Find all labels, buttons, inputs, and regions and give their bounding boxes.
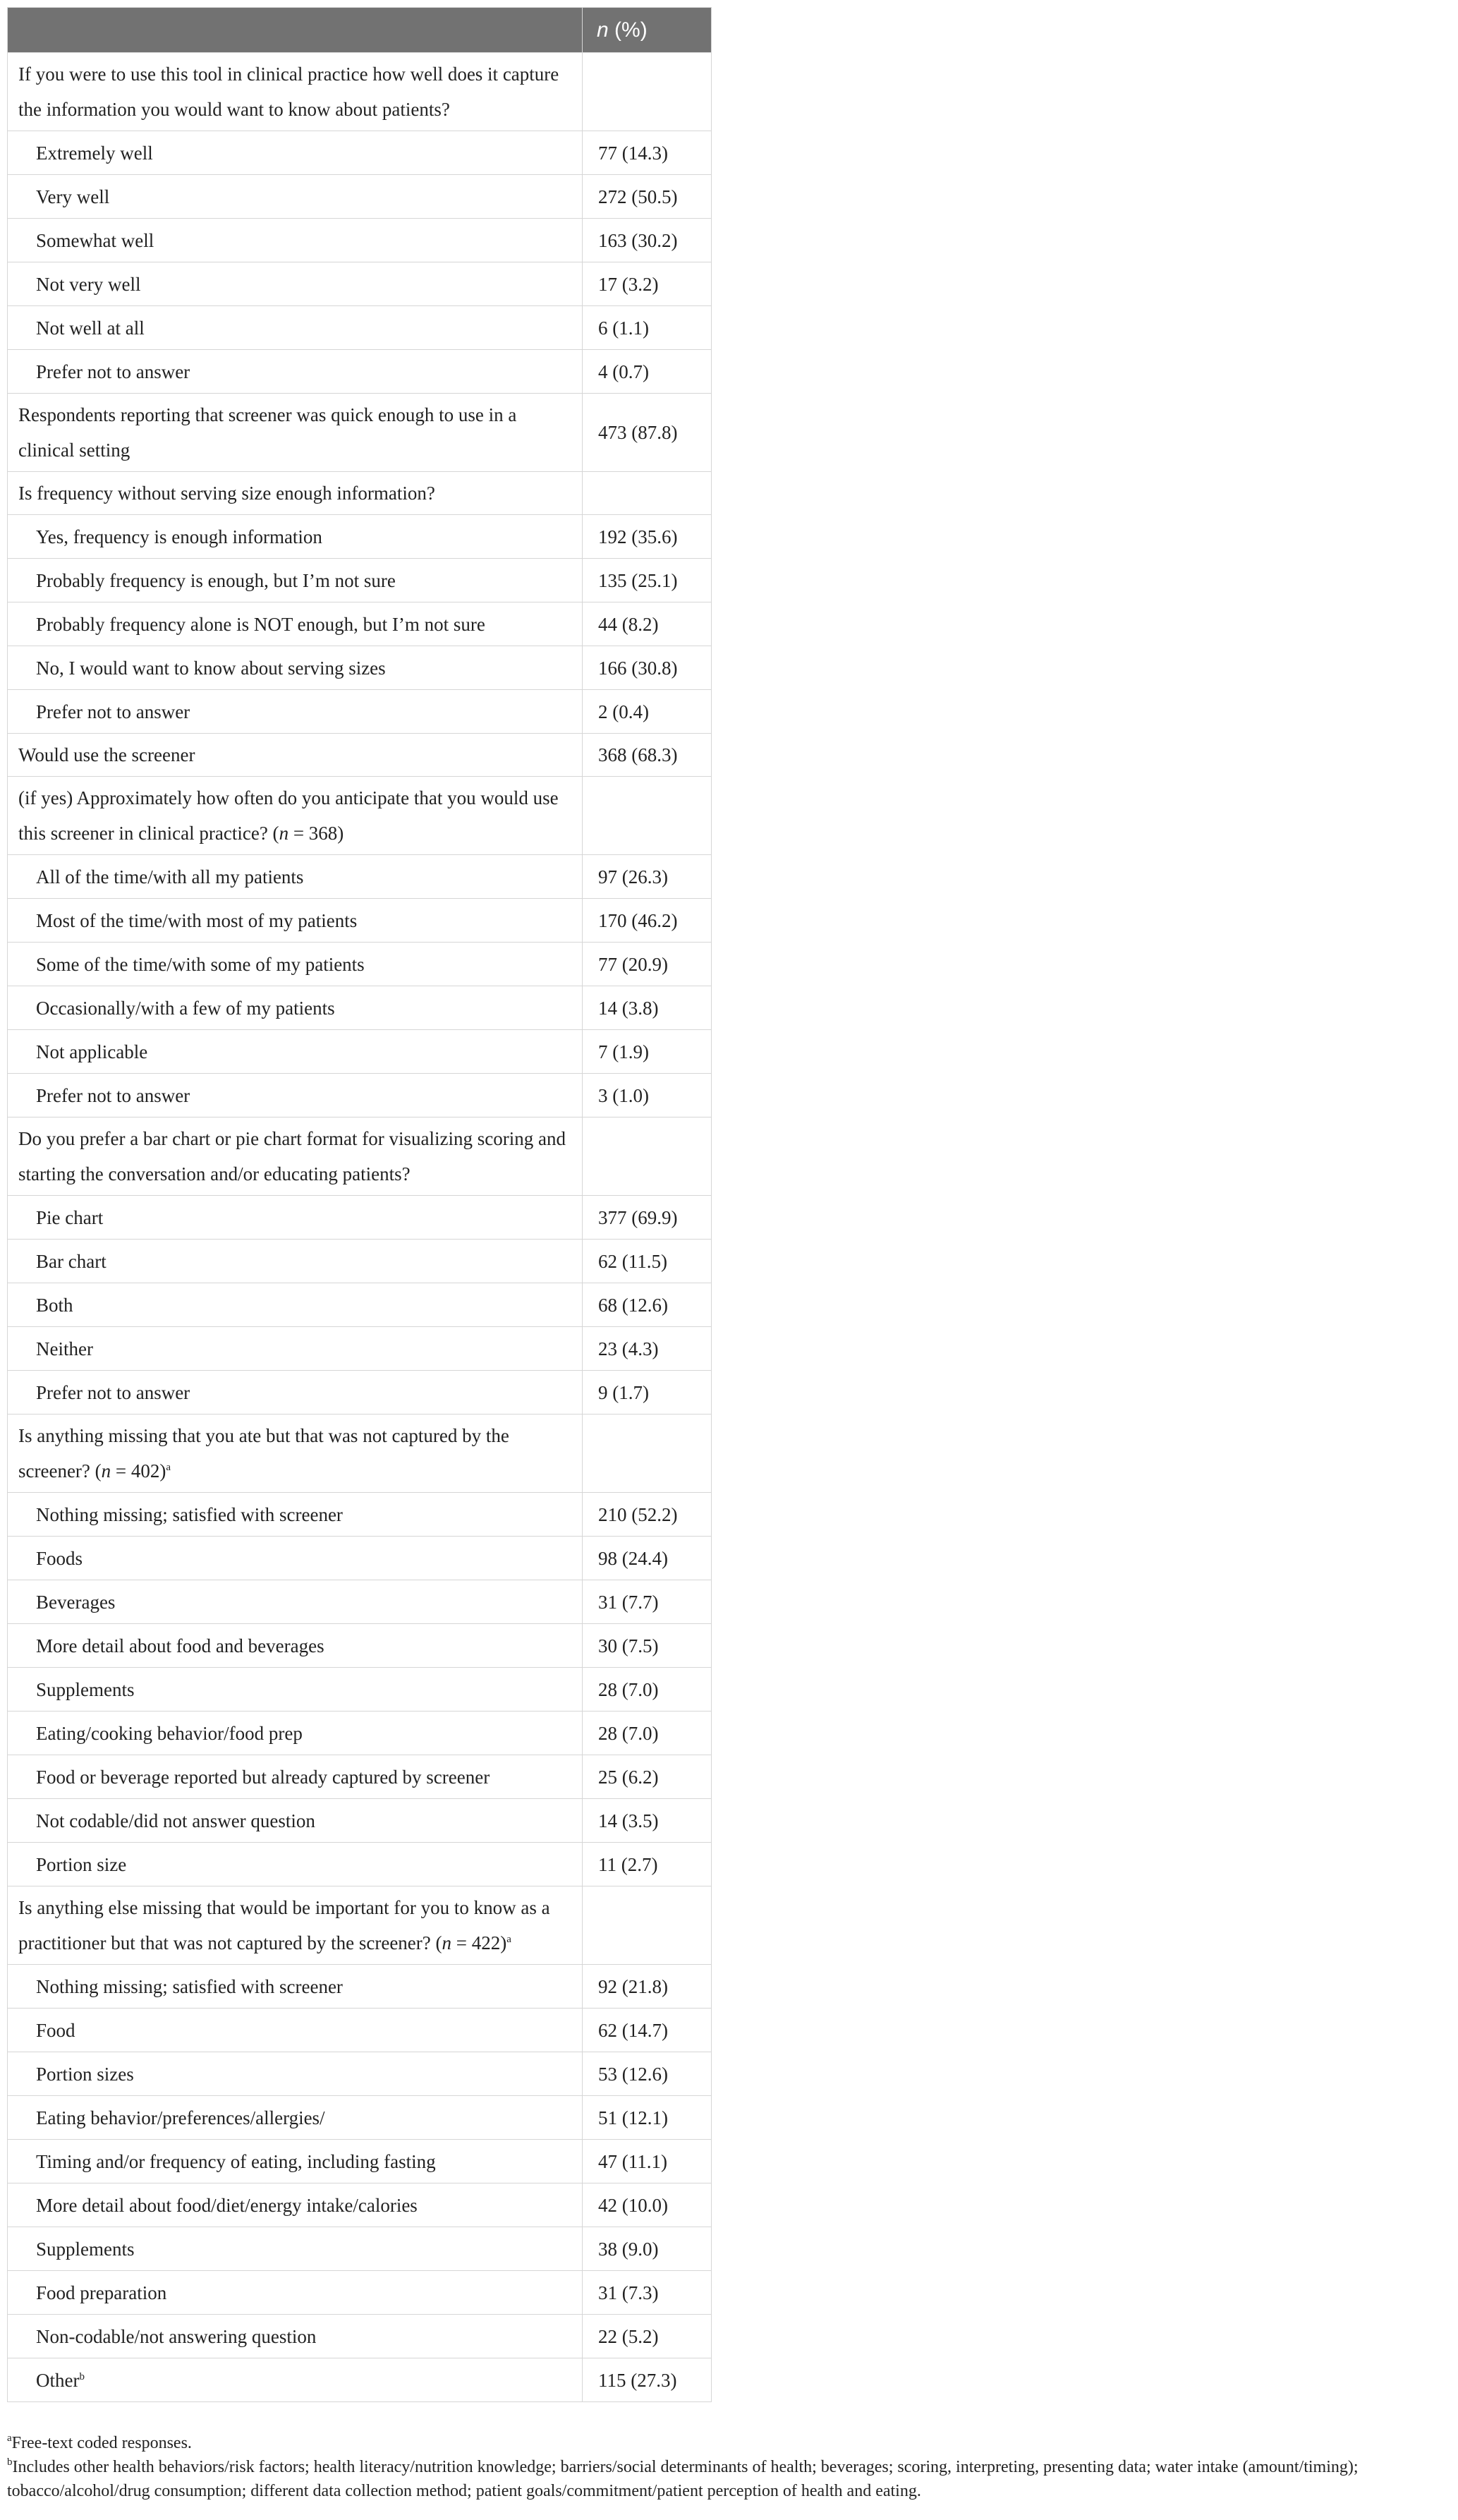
option-label [8, 646, 583, 690]
table-body [8, 53, 712, 2402]
table-row-question [8, 53, 712, 131]
table-row-option [8, 646, 712, 690]
count-percent-value [583, 1415, 712, 1493]
option-label [8, 131, 583, 175]
option-label [8, 306, 583, 350]
table-row-option [8, 1843, 712, 1886]
option-label [8, 2052, 583, 2096]
label-text: Probably frequency alone is NOT enough, but I’m not sure [36, 613, 485, 635]
option-label [8, 350, 583, 394]
label-text: Prefer not to answer [36, 361, 190, 382]
label-text: Eating behavior/preferences/allergies/ [36, 2107, 325, 2128]
count-percent-value: 14 (3.5) [583, 1799, 712, 1843]
table-row-option [8, 2052, 712, 2096]
option-label [8, 515, 583, 559]
count-percent-value: 192 (35.6) [583, 515, 712, 559]
option-label [8, 1074, 583, 1117]
count-percent-value: 473 (87.8) [583, 394, 712, 472]
table-row-option [8, 1668, 712, 1712]
sample-size-value: = 422) [451, 1932, 507, 1953]
sample-size-value: = 368) [288, 823, 344, 844]
sample-size-symbol: n [279, 823, 289, 844]
option-label [8, 1537, 583, 1580]
option-label [8, 2315, 583, 2358]
table-row-option [8, 1327, 712, 1371]
question-label [8, 734, 583, 777]
option-label [8, 899, 583, 943]
count-percent-value: 38 (9.0) [583, 2227, 712, 2271]
table-row-question [8, 472, 712, 515]
footnote-text: Includes other health behaviors/risk factors; health literacy/nutrition knowledge; barriers/social determinants of health; beverages; scoring, interpreting, presenting data; water intake (amount/timing); tobacco/alcohol/drug consumption; different data collection method; patient goals/commitment/patient perception of health and eating. [7, 2458, 1359, 2500]
count-percent-value: 272 (50.5) [583, 175, 712, 219]
option-label [8, 986, 583, 1030]
table-row-option [8, 1712, 712, 1755]
table-row-option [8, 602, 712, 646]
label-text: Not very well [36, 273, 141, 295]
option-label [8, 2271, 583, 2315]
count-percent-value: 170 (46.2) [583, 899, 712, 943]
label-text: Not well at all [36, 317, 145, 339]
table-row-option [8, 1240, 712, 1283]
label-text: Some of the time/with some of my patients [36, 953, 365, 975]
count-percent-value [583, 472, 712, 515]
count-percent-value: 14 (3.8) [583, 986, 712, 1030]
option-label [8, 2009, 583, 2052]
table-row-question [8, 777, 712, 855]
option-label [8, 690, 583, 734]
table-row-option [8, 2358, 712, 2402]
label-text: Somewhat well [36, 229, 154, 251]
count-percent-value: 97 (26.3) [583, 855, 712, 899]
option-label [8, 1240, 583, 1283]
label-text: Other [36, 2369, 80, 2391]
table-row-option [8, 899, 712, 943]
footnote-marker: a [166, 1462, 171, 1473]
label-text: Food or beverage reported but already captured by screener [36, 1766, 490, 1788]
label-text: Food [36, 2019, 75, 2041]
label-text: Both [36, 1294, 73, 1316]
table-row-option [8, 515, 712, 559]
option-label [8, 855, 583, 899]
table-row-option [8, 1283, 712, 1327]
header-item-column [8, 8, 583, 53]
option-label [8, 1580, 583, 1624]
question-label [8, 53, 583, 131]
count-percent-value: 11 (2.7) [583, 1843, 712, 1886]
table-row-option [8, 1493, 712, 1537]
table-row-question [8, 1117, 712, 1196]
table-row-option [8, 2271, 712, 2315]
label-text: Yes, frequency is enough information [36, 526, 322, 547]
option-label [8, 2183, 583, 2227]
table-row-question [8, 394, 712, 472]
option-label [8, 1196, 583, 1240]
label-text: Supplements [36, 2238, 135, 2260]
count-percent-value: 115 (27.3) [583, 2358, 712, 2402]
label-text: No, I would want to know about serving sizes [36, 657, 386, 679]
count-percent-value: 53 (12.6) [583, 2052, 712, 2096]
table-row-option [8, 1755, 712, 1799]
count-percent-value: 210 (52.2) [583, 1493, 712, 1537]
table-row-option [8, 1799, 712, 1843]
table-row-option [8, 943, 712, 986]
option-label [8, 262, 583, 306]
label-text: Neither [36, 1338, 93, 1359]
count-percent-value: 31 (7.7) [583, 1580, 712, 1624]
table-row-option [8, 2096, 712, 2140]
label-text: Probably frequency is enough, but I’m not sure [36, 569, 396, 591]
count-percent-value: 9 (1.7) [583, 1371, 712, 1415]
label-text: Pie chart [36, 1206, 104, 1228]
count-percent-value: 4 (0.7) [583, 350, 712, 394]
header-percent-label: (%) [608, 18, 648, 42]
table-row-option [8, 2009, 712, 2052]
label-text: Not applicable [36, 1041, 148, 1062]
table-row-option [8, 175, 712, 219]
count-percent-value: 92 (21.8) [583, 1965, 712, 2009]
count-percent-value: 163 (30.2) [583, 219, 712, 262]
label-text: If you were to use this tool in clinical practice how well does it capture the information you would want to know about patients? [18, 63, 559, 120]
label-text: Respondents reporting that screener was quick enough to use in a clinical setting [18, 404, 517, 461]
option-label [8, 1283, 583, 1327]
table-header-row [8, 8, 712, 53]
count-percent-value: 47 (11.1) [583, 2140, 712, 2183]
footnote-mark: a [7, 2433, 12, 2444]
label-text: (if yes) Approximately how often do you anticipate that you would use this screener in clinical practice? ( [18, 787, 559, 844]
label-text: Not codable/did not answer question [36, 1810, 315, 1831]
label-text: Is anything else missing that would be important for you to know as a practitioner but that was not captured by the screener? ( [18, 1897, 550, 1953]
table-row-option [8, 690, 712, 734]
question-label [8, 777, 583, 855]
label-text: Do you prefer a bar chart or pie chart format for visualizing scoring and starting the conversation and/or educating patients? [18, 1128, 566, 1185]
sample-size-symbol: n [442, 1932, 451, 1953]
count-percent-value: 44 (8.2) [583, 602, 712, 646]
header-n-symbol: n [597, 18, 609, 42]
count-percent-value: 62 (14.7) [583, 2009, 712, 2052]
table-row-option [8, 1965, 712, 2009]
sample-size-symbol: n [101, 1460, 111, 1482]
footnote-text: Free-text coded responses. [11, 2434, 192, 2452]
survey-results-table [7, 7, 712, 2402]
option-label [8, 1371, 583, 1415]
label-text: More detail about food and beverages [36, 1635, 324, 1656]
question-label [8, 1117, 583, 1196]
label-text: Portion size [36, 1853, 127, 1875]
table-row-option [8, 1580, 712, 1624]
count-percent-value: 7 (1.9) [583, 1030, 712, 1074]
count-percent-value: 42 (10.0) [583, 2183, 712, 2227]
option-label [8, 2358, 583, 2402]
count-percent-value: 135 (25.1) [583, 559, 712, 602]
label-text: Non-codable/not answering question [36, 2325, 317, 2347]
table-row-option [8, 2140, 712, 2183]
label-text: Eating/cooking behavior/food prep [36, 1722, 303, 1744]
count-percent-value: 77 (20.9) [583, 943, 712, 986]
table-row-option [8, 1030, 712, 1074]
table-row-question [8, 1415, 712, 1493]
table-row-option [8, 855, 712, 899]
footnote-a [7, 2431, 1446, 2455]
option-label [8, 2140, 583, 2183]
label-text: Prefer not to answer [36, 701, 190, 722]
table-row-option [8, 306, 712, 350]
table-row-question [8, 734, 712, 777]
count-percent-value [583, 53, 712, 131]
option-label [8, 1493, 583, 1537]
label-text: Beverages [36, 1591, 116, 1613]
option-label [8, 1843, 583, 1886]
count-percent-value: 28 (7.0) [583, 1712, 712, 1755]
table-row-option [8, 1074, 712, 1117]
count-percent-value: 28 (7.0) [583, 1668, 712, 1712]
label-text: Would use the screener [18, 744, 195, 765]
label-text: Occasionally/with a few of my patients [36, 997, 335, 1019]
count-percent-value [583, 777, 712, 855]
count-percent-value: 62 (11.5) [583, 1240, 712, 1283]
table-row-option [8, 131, 712, 175]
option-label [8, 1030, 583, 1074]
header-n-percent-column [583, 8, 712, 53]
footnote-marker: a [506, 1934, 511, 1945]
label-text: Prefer not to answer [36, 1381, 190, 1403]
option-label [8, 1965, 583, 2009]
option-label [8, 175, 583, 219]
count-percent-value: 30 (7.5) [583, 1624, 712, 1668]
label-text: Timing and/or frequency of eating, including fasting [36, 2150, 436, 2172]
survey-results-table-container [7, 7, 711, 2402]
label-text: Extremely well [36, 142, 153, 164]
question-label [8, 1886, 583, 1965]
label-text: Very well [36, 186, 110, 207]
count-percent-value: 3 (1.0) [583, 1074, 712, 1117]
footnote-marker: b [79, 2370, 85, 2382]
count-percent-value: 368 (68.3) [583, 734, 712, 777]
label-text: Is anything missing that you ate but that was not captured by the screener? ( [18, 1425, 509, 1482]
option-label [8, 219, 583, 262]
count-percent-value: 22 (5.2) [583, 2315, 712, 2358]
question-label [8, 394, 583, 472]
table-row-option [8, 262, 712, 306]
footnote-mark: b [7, 2457, 13, 2468]
option-label [8, 1755, 583, 1799]
count-percent-value [583, 1117, 712, 1196]
table-row-option [8, 1624, 712, 1668]
table-row-option [8, 2315, 712, 2358]
label-text: Is frequency without serving size enough information? [18, 483, 435, 504]
label-text: Supplements [36, 1678, 135, 1700]
label-text: More detail about food/diet/energy intake/calories [36, 2194, 418, 2216]
count-percent-value: 31 (7.3) [583, 2271, 712, 2315]
count-percent-value: 68 (12.6) [583, 1283, 712, 1327]
option-label [8, 1799, 583, 1843]
table-row-option [8, 2183, 712, 2227]
count-percent-value [583, 1886, 712, 1965]
option-label [8, 602, 583, 646]
table-row-option [8, 1371, 712, 1415]
label-text: Food preparation [36, 2282, 167, 2303]
table-row-option [8, 350, 712, 394]
count-percent-value: 6 (1.1) [583, 306, 712, 350]
question-label [8, 1415, 583, 1493]
option-label [8, 943, 583, 986]
label-text: All of the time/with all my patients [36, 866, 304, 888]
label-text: Portion sizes [36, 2063, 134, 2085]
table-row-option [8, 986, 712, 1030]
table-row-option [8, 1196, 712, 1240]
option-label [8, 1668, 583, 1712]
count-percent-value: 23 (4.3) [583, 1327, 712, 1371]
label-text: Nothing missing; satisfied with screener [36, 1503, 343, 1525]
count-percent-value: 166 (30.8) [583, 646, 712, 690]
count-percent-value: 25 (6.2) [583, 1755, 712, 1799]
option-label [8, 1624, 583, 1668]
count-percent-value: 2 (0.4) [583, 690, 712, 734]
label-text: Bar chart [36, 1250, 107, 1272]
footnote-b [7, 2455, 1446, 2503]
option-label [8, 1327, 583, 1371]
question-label [8, 472, 583, 515]
label-text: Most of the time/with most of my patients [36, 909, 358, 931]
table-row-question [8, 1886, 712, 1965]
count-percent-value: 77 (14.3) [583, 131, 712, 175]
label-text: Prefer not to answer [36, 1084, 190, 1106]
table-row-option [8, 219, 712, 262]
label-text: Nothing missing; satisfied with screener [36, 1975, 343, 1997]
option-label [8, 2096, 583, 2140]
option-label [8, 559, 583, 602]
option-label [8, 2227, 583, 2271]
table-row-option [8, 559, 712, 602]
count-percent-value: 98 (24.4) [583, 1537, 712, 1580]
label-text: Foods [36, 1547, 83, 1569]
option-label [8, 1712, 583, 1755]
count-percent-value: 377 (69.9) [583, 1196, 712, 1240]
sample-size-value: = 402) [111, 1460, 166, 1482]
table-row-option [8, 1537, 712, 1580]
table-row-option [8, 2227, 712, 2271]
count-percent-value: 17 (3.2) [583, 262, 712, 306]
count-percent-value: 51 (12.1) [583, 2096, 712, 2140]
table-footnotes [7, 2431, 1446, 2503]
